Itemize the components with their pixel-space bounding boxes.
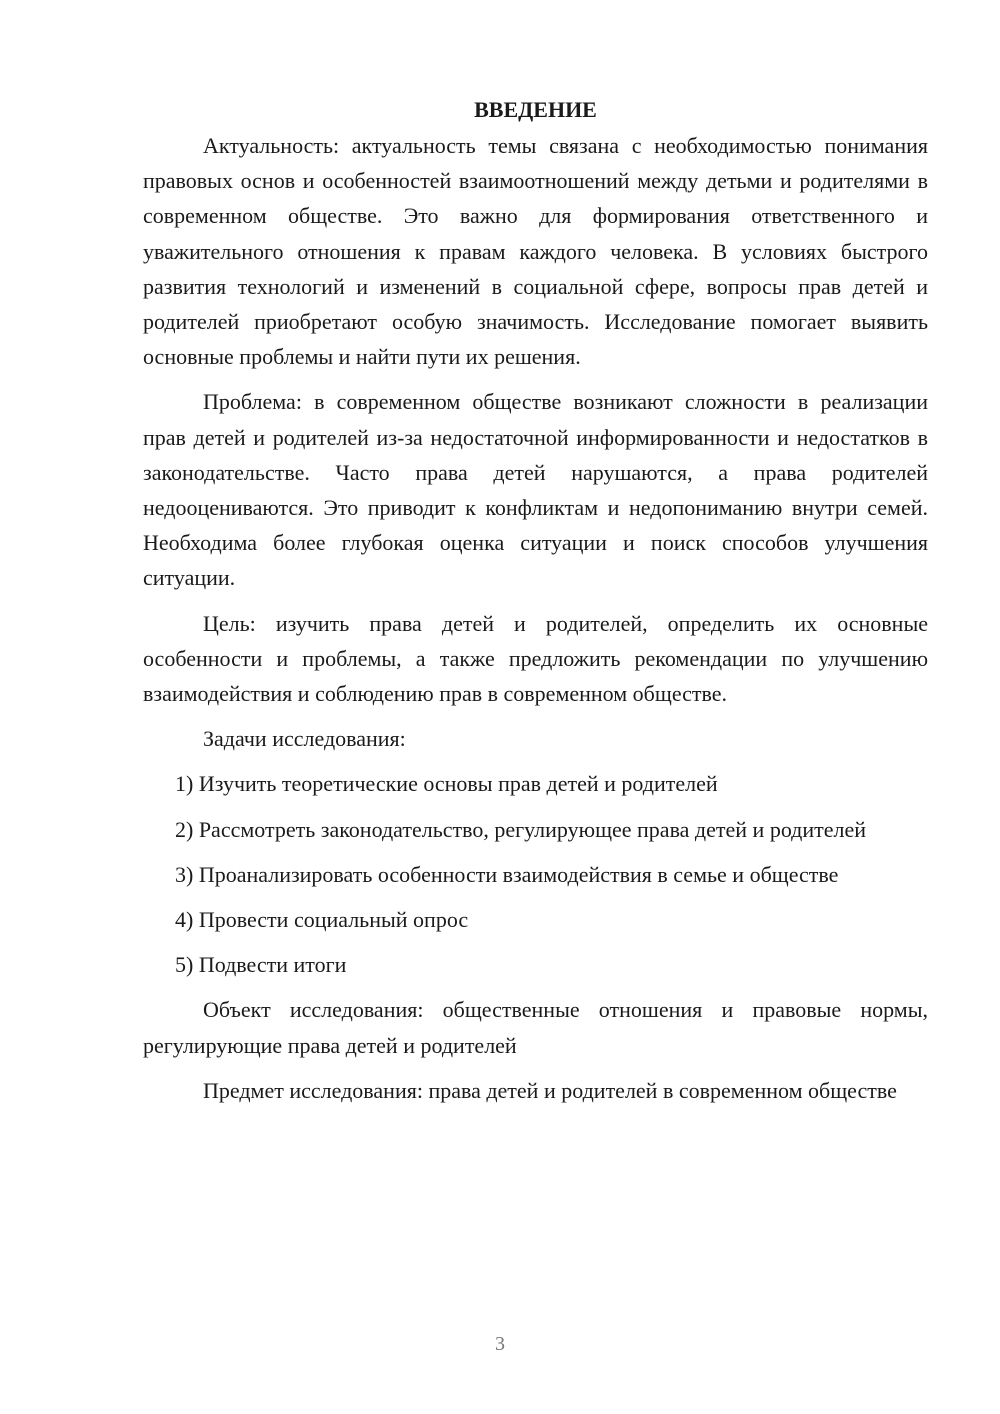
tasks-intro: Задачи исследования: [203,726,406,752]
task-item: 4) Провести социальный опрос [175,907,469,933]
object-paragraph: Объект исследования: общественные отношения и правовые нормы, регулирующие права детей и родителей [143,997,928,1058]
task-item: 5) Подвести итоги [175,952,347,978]
task-item: 2) Рассмотреть законодательство, регулирующее права детей и родителей [175,816,867,842]
document-page [143,92,928,1118]
relevance-paragraph: Актуальность: актуальность темы связана с необходимостью понимания правовых основ и особенностей взаимоотношений между детьми и родителями в современном обществе. Это важно для формирования ответственного и уважительного отношения к правам каждого человека. В условиях быстрого развития технологий и изменений в социальной сфере, вопросы прав детей и родителей приобретают особую значимость. Исследование помогает выявить основные проблемы и найти пути их решения. [143,133,928,370]
task-item: 3) Проанализировать особенности взаимодействия в семье и обществе [175,861,839,887]
goal-paragraph: Цель: изучить права детей и родителей, определить их основные особенности и проблемы, а также предложить рекомендации по улучшению взаимодействия и соблюдению прав в современном обществе. [143,610,928,707]
problem-paragraph: Проблема: в современном обществе возникают сложности в реализации прав детей и родителей из-за недостаточной информированности и недостатков в законодательстве. Часто права детей нарушаются, а права родителей недооцениваются. Это приводит к конфликтам и недопониманию внутри семей. Необходима более глубокая оценка ситуации и поиск способов улучшения ситуации. [143,389,928,591]
section-heading: ВВЕДЕНИЕ [474,97,597,122]
subject-paragraph: Предмет исследования: права детей и родителей в современном обществе [203,1077,897,1103]
page-number: 3 [495,1333,505,1355]
tasks-list [143,766,928,982]
task-item: 1) Изучить теоретические основы прав детей и родителей [175,771,718,797]
